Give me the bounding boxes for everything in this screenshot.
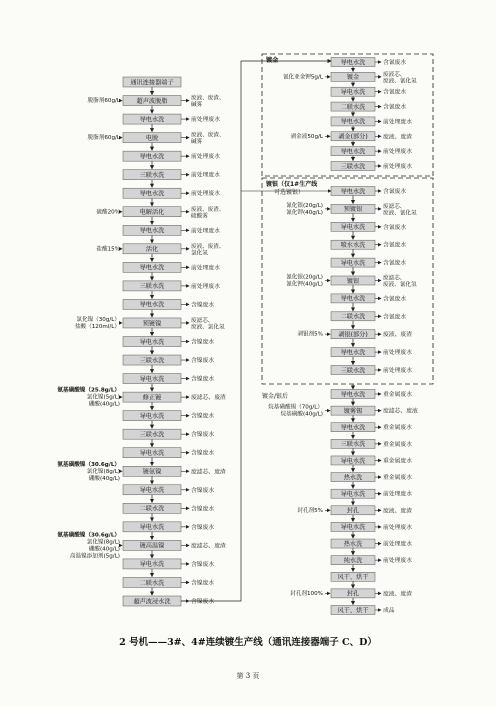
gold-box-title: 镀金: [266, 57, 279, 64]
gold-output-label: 废液、废渣: [383, 134, 412, 141]
left-output-label: 碱雾: [191, 102, 203, 109]
left-step-label: 超声波脱脂: [136, 97, 168, 105]
gold-step-label: 导电水洗: [340, 118, 366, 126]
gold-output-label: 含氰废水: [383, 104, 407, 111]
diagram-caption: 2 号机——3#、4#连续镀生产线（通讯连接器端子 C、D）: [119, 637, 377, 648]
gold-output-label: 废液芯、: [383, 71, 406, 78]
silver-box-title: 可选镀银）: [274, 189, 305, 196]
left-output-label: 含镍废水: [191, 506, 215, 513]
silver-step-label: 镀银: [346, 277, 360, 285]
left-output-label: 含镍废水: [191, 524, 215, 531]
tin-output-label: 重金属废水: [383, 392, 412, 398]
tin-output-label: 成品: [383, 608, 395, 614]
silver-step-label: 剥银(部分): [338, 331, 368, 339]
gold-step-label: 剥金(部分): [338, 133, 368, 141]
tin-step-label: 热水洗: [343, 474, 363, 482]
gold-step-label: 导电水洗: [340, 89, 366, 97]
left-step-label: 超声波浸水洗: [133, 598, 171, 606]
left-output-label: 含镍废水: [191, 413, 215, 420]
silver-input-label: 氰化钾(40g/L): [286, 209, 323, 216]
tin-output-label: 重金属废水: [383, 425, 412, 432]
tin-output-label: 重金属废水: [383, 475, 412, 482]
left-step-label: 导电水洗: [139, 561, 165, 569]
left-step-label: 三联水洗: [139, 431, 165, 439]
tin-output-label: 前处理废水: [383, 491, 412, 498]
left-output-label: 前处理废水: [191, 228, 220, 235]
tin-step-label: 导电水洗: [340, 524, 366, 532]
left-output-label: 氯化氢: [191, 250, 208, 257]
gold-output-label: 前处理废水: [383, 119, 412, 126]
left-step-label: 导电水洗: [139, 450, 165, 458]
silver-step-label: 三联水洗: [340, 367, 366, 375]
tin-step-label: 导电水洗: [340, 424, 366, 432]
left-output-label: 废滤芯、废渣: [191, 469, 226, 476]
silver-output-label: 含氰废水: [383, 224, 407, 231]
silver-step-label: 导电水洗: [340, 349, 366, 357]
tin-output-label: 重金属废水: [383, 458, 412, 465]
left-output-label: 废液、废渣、: [191, 95, 225, 102]
left-step-label: 导电水洗: [139, 487, 165, 495]
gold-output-label: 前处理废水: [383, 149, 412, 156]
page-number: 第 3 页: [236, 672, 260, 680]
left-output-label: 废液、废渣、: [191, 206, 225, 213]
left-step-label: 活化: [145, 246, 159, 254]
left-input-label: 硫酸20%: [96, 209, 120, 216]
gold-step-label: 三联水洗: [340, 163, 366, 171]
gold-step-label: 导电水洗: [340, 59, 366, 67]
left-step-label: 三联水洗: [139, 357, 165, 365]
left-step-label: 导电水洗: [139, 153, 165, 161]
gold-input-label: 剥金液50g/L: [290, 133, 323, 140]
left-output-label: 前处理废水: [191, 154, 220, 161]
left-output-label: 前处理废水: [191, 117, 220, 124]
silver-step-label: 导电水洗: [340, 188, 366, 196]
left-output-label: 废液、氯化氢: [191, 324, 225, 331]
left-output-label: 废液、废渣、: [191, 132, 225, 139]
left-output-label: 前处理废水: [191, 172, 220, 179]
silver-output-label: 废滤芯、: [383, 275, 406, 282]
left-step-label: 通讯连接器端子: [130, 79, 174, 87]
silver-output-label: 前处理废水: [383, 350, 412, 357]
gold-step-label: 导电水洗: [340, 148, 366, 156]
left-input-label: 硼酸(40g/L): [88, 475, 120, 482]
left-input-label: 氯化镍（30g/L）: [76, 316, 120, 323]
left-output-label: 含镍废水: [191, 561, 215, 568]
tin-step-label: 封孔: [346, 507, 360, 515]
left-step-label: 导电水洗: [139, 338, 165, 346]
left-input-label: 氨基磺酸镍（30.6g/L）: [57, 461, 120, 468]
tin-input-label: 烷基磺酸(40g/L): [280, 411, 323, 418]
silver-step-label: 导电水洗: [340, 259, 366, 267]
left-step-label: 导电水洗: [139, 227, 165, 235]
left-step-label: 导电水洗: [139, 264, 165, 272]
silver-output-label: 废液、氰化氢: [383, 282, 417, 288]
left-output-label: 废滤芯、废渣: [191, 395, 226, 402]
left-step-label: 导电水洗: [139, 190, 165, 198]
tin-output-label: 废滤芯、废液: [383, 408, 418, 415]
left-output-label: 硫酸雾: [191, 213, 208, 220]
left-output-label: 含镍废水: [191, 487, 215, 494]
left-step-label: 修正镀: [142, 394, 162, 402]
gold-step-label: 二联水洗: [340, 103, 366, 111]
tin-input-label: 封孔剂100%: [290, 590, 323, 597]
left-output-label: 含镍废水: [191, 432, 215, 439]
silver-output-label: 废液、氰化氢: [383, 210, 417, 217]
left-input-label: 盐酸（120ml/L）: [74, 323, 120, 330]
left-output-label: 前处理废水: [191, 265, 220, 272]
silver-output-label: 前处理废水: [383, 368, 412, 374]
silver-input-label: 氰化银(20g/L): [286, 274, 323, 281]
tin-step-label: 导电水洗: [340, 457, 366, 465]
tin-output-label: 前处理废水: [383, 558, 412, 565]
tin-step-label: 三联水洗: [340, 441, 366, 449]
left-output-label: 废液、废渣、: [191, 243, 225, 250]
silver-output-label: 含氰废水: [383, 260, 407, 267]
tin-input-label: 封孔剂5%: [297, 507, 323, 514]
left-input-label: 氨基磺酸镍（25.8g/L）: [57, 387, 120, 394]
gold-output-label: 含氰废水: [383, 89, 407, 96]
silver-step-label: 喷水水洗: [340, 242, 366, 249]
left-step-label: 镀氨镍: [142, 468, 162, 476]
tin-output-label: 重金属废水: [383, 441, 412, 448]
tin-section-title: 镀金/银后: [262, 393, 289, 400]
left-output-label: 含镍废水: [191, 599, 215, 605]
silver-input-label: 氰化银(20g/L): [286, 202, 323, 209]
left-step-label: 二联水洗: [139, 579, 165, 587]
left-step-label: 二联水洗: [139, 505, 165, 513]
left-step-label: 三联水洗: [139, 283, 165, 291]
left-step-label: 预镀镍: [142, 320, 162, 328]
left-step-label: 导电水洗: [139, 524, 165, 532]
tin-step-label: 风干、烘干: [337, 574, 369, 582]
gold-input-label: 氰化亚金钾5g/L: [282, 74, 323, 81]
left-input-label: 盐酸15%: [96, 246, 120, 253]
left-output-label: 废滤芯、: [191, 317, 214, 324]
left-output-label: 含镍废水: [191, 376, 215, 383]
left-step-label: 电解活化: [139, 209, 165, 217]
left-output-label: 废滤芯、废渣: [191, 543, 226, 550]
silver-box-title: 镀银（仅1#生产线: [266, 181, 318, 188]
left-output-label: 含镍废水: [191, 302, 215, 309]
left-output-label: 含镍废水: [191, 450, 215, 457]
silver-output-label: 含氰废水: [383, 242, 407, 249]
left-output-label: 碱雾: [191, 139, 203, 146]
silver-output-label: 含氰废水: [383, 189, 407, 195]
silver-step-label: 预镀银: [343, 206, 363, 214]
tin-step-label: 风干、烘干: [337, 607, 369, 615]
gold-output-label: 废液、氰化氢: [383, 78, 417, 85]
left-output-label: 含镍废水: [191, 580, 215, 587]
tin-step-label: 纯水洗: [343, 557, 363, 565]
tin-output-label: 前处理废水: [383, 541, 412, 548]
left-input-label: 硼酸(40g/L): [88, 546, 120, 553]
left-step-label: 三联水洗: [139, 171, 165, 179]
silver-output-label: 含氰废水: [383, 314, 407, 321]
silver-output-label: 废滤芯、: [383, 203, 406, 210]
silver-output-label: 含氰废水: [383, 296, 407, 303]
left-step-label: 导电水洗: [139, 301, 165, 309]
left-output-label: 含镍废水: [191, 358, 215, 365]
gold-step-label: 镀金: [346, 74, 360, 82]
gold-output-label: 含氰废水: [383, 60, 407, 66]
left-step-label: 导电水洗: [139, 375, 165, 383]
left-input-label: 硼酸(40g/L): [88, 401, 120, 408]
tin-output-label: 废液、废渣: [383, 508, 412, 515]
left-input-label: 氨基磺酸镍（30.6g/L）: [57, 532, 120, 539]
left-step-label: 电脱: [145, 134, 159, 142]
tin-step-label: 热水洗: [343, 540, 363, 548]
silver-step-label: 导电水洗: [340, 224, 366, 232]
tin-input-label: 烷基磺酸锡（70g/L）: [268, 404, 323, 411]
tin-step-label: 镀雾锡: [343, 407, 363, 415]
left-input-label: 脱脂剂60g/L: [87, 98, 120, 105]
left-output-label: 含镍废水: [191, 339, 215, 346]
silver-output-label: 废液、废渣: [383, 332, 412, 339]
silver-step-label: 导电水洗: [340, 295, 366, 303]
tin-output-label: 前处理废水: [383, 524, 412, 531]
tin-step-label: 封孔: [346, 590, 360, 598]
left-input-label: 高温镍添加剂(5g/L): [69, 553, 120, 560]
silver-step-label: 二联水洗: [340, 313, 366, 321]
tin-step-label: 导电水洗: [340, 391, 366, 399]
left-input-label: 氯化镍(8g/L): [86, 539, 120, 546]
left-output-label: 前处理废水: [191, 283, 220, 290]
left-output-label: 前处理废水: [191, 191, 220, 198]
left-input-label: 脱脂剂60g/L: [87, 135, 120, 142]
tin-step-label: 导电水洗: [340, 490, 366, 498]
left-step-label: 镀高温镍: [139, 542, 165, 550]
tin-output-label: 废液、废渣: [383, 591, 412, 598]
left-step-label: 导电水洗: [139, 116, 165, 124]
silver-input-label: 氰化钾(40g/L): [286, 281, 323, 288]
left-input-label: 氯化镍(8g/L): [86, 468, 120, 475]
left-step-label: 导电水洗: [139, 412, 165, 420]
silver-input-label: 剥银剂5%: [297, 331, 323, 338]
gold-output-label: 前处理废水: [383, 164, 412, 170]
left-input-label: 氯化镍(5g/L): [86, 394, 120, 401]
